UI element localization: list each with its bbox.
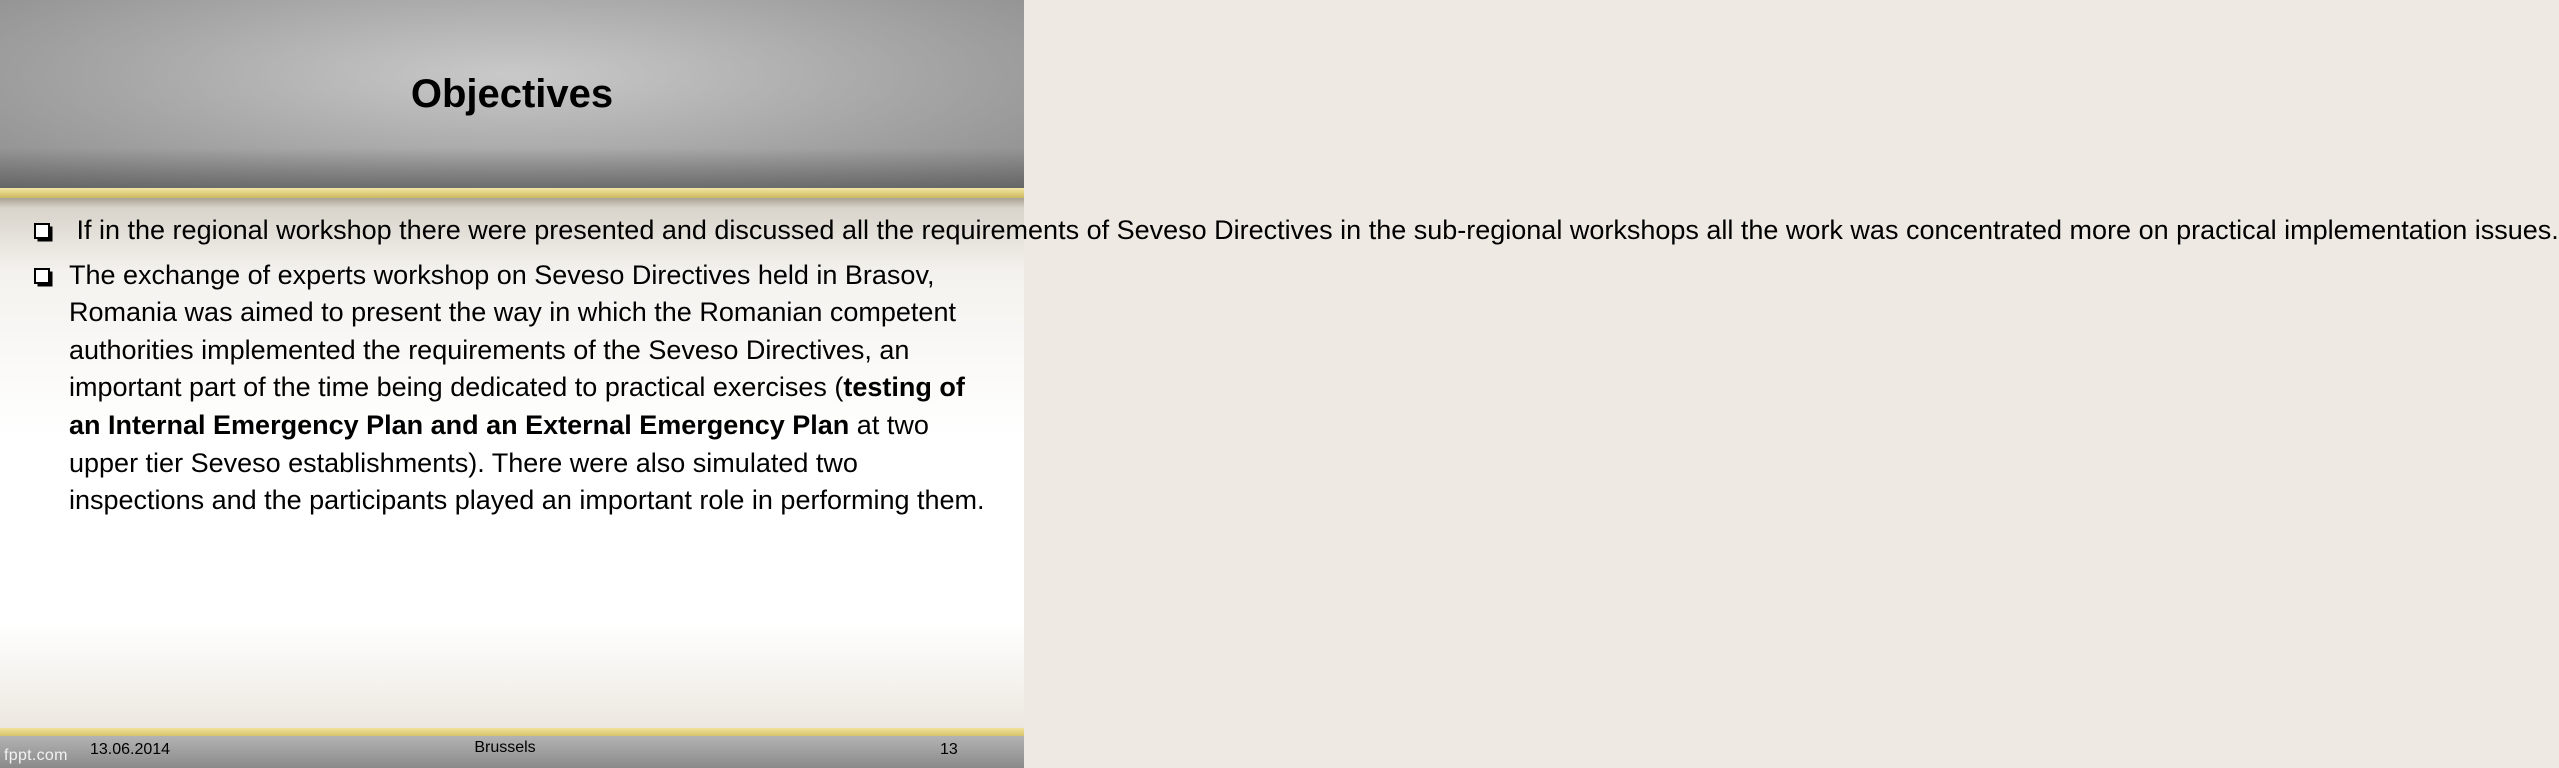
watermark-text: fppt.com [4,747,68,764]
bullet-text: If in the regional workshop there were presented and discussed all the requirements of Seveso Directives in the sub-regional workshops all the work was concentrated more on practical implementation issues. [69,215,2559,245]
accent-stripe-bottom [0,728,1024,736]
bullet-text: The exchange of experts workshop on Seveso Directives held in Brasov, Romania was aimed to present the way in which the Romanian competent authorities implemented the requirements of the Seveso Directives, an important part of the time being dedicated to practical exercises ( [69,259,956,403]
accent-stripe-top [0,188,1024,198]
checkbox-square-icon [34,268,50,284]
checkbox-square-icon [34,223,50,239]
footer-date: 13.06.2014 [90,741,171,758]
bullet-item [34,212,2559,250]
bullet-item [34,257,994,520]
footer-place: Brussels [474,739,536,756]
bullet-text-continued: at two upper tier Seveso establishments). There were also simulated two inspections and the participants played an important role in performing them. [69,409,985,516]
title-band-shade [0,148,1024,188]
slide-title: Objectives [410,72,614,116]
bullet-bold-text: testing of an Internal Emergency Plan and an External Emergency Plan [69,372,965,440]
accent-stripe-shadow [0,198,1024,208]
footer-page-number: 13 [940,741,958,758]
bullet-list [34,212,2559,527]
